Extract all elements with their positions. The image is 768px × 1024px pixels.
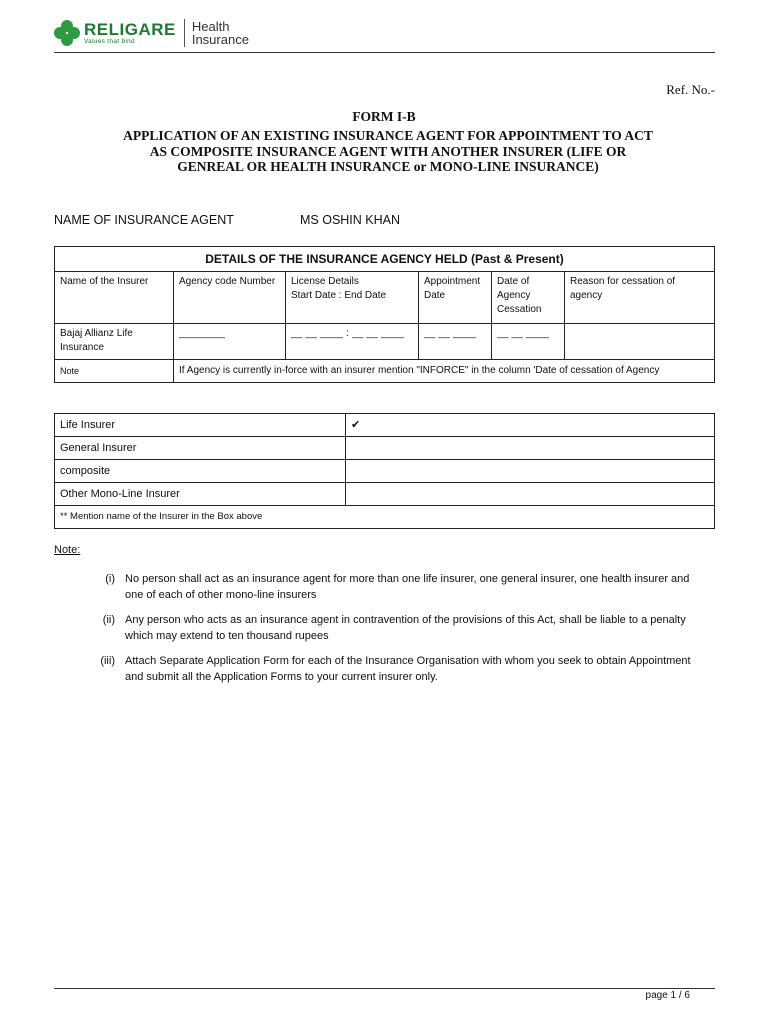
- ref-number: Ref. No.-: [666, 82, 715, 97]
- note-text: Any person who acts as an insurance agent in contravention of the provisions of this Act, shall be liable to a penalty which may extend to ten thousand rupees: [125, 614, 686, 642]
- table-header-row: [55, 272, 715, 324]
- note-label: Note: [55, 360, 174, 383]
- footer-rule: [54, 988, 715, 989]
- agency-table-title: DETAILS OF THE INSURANCE AGENCY HELD (Past & Present): [55, 247, 715, 272]
- cell-appointment-date[interactable]: __ __ ____: [419, 324, 492, 360]
- notes-list: [54, 571, 715, 694]
- cell-cessation-date[interactable]: __ __ ____: [492, 324, 565, 360]
- agent-name-value: MS OSHIN KHAN: [300, 213, 401, 227]
- cell-insurer-name[interactable]: Bajaj Allianz Life Insurance: [55, 324, 174, 360]
- notes-heading: Note:: [54, 544, 81, 556]
- brand-sub-line2: Insurance: [191, 32, 249, 47]
- label-composite: composite: [55, 460, 346, 483]
- cell-license-dates[interactable]: __ __ ____ : __ __ ____: [286, 324, 419, 360]
- checkmark-icon[interactable]: ✔: [346, 414, 715, 437]
- table-row: [55, 437, 715, 460]
- brand-block: [84, 21, 176, 46]
- list-item: [54, 653, 715, 685]
- cell-cessation-reason[interactable]: [565, 324, 715, 360]
- table-footnote-row: [55, 506, 715, 529]
- field-other-mono-line[interactable]: [346, 483, 715, 506]
- header-rule: [54, 52, 715, 53]
- list-item: [54, 571, 715, 603]
- brand-subtitle: [192, 20, 249, 46]
- insurer-footnote: ** Mention name of the Insurer in the Box above: [55, 506, 715, 529]
- label-other-mono-line: Other Mono-Line Insurer: [55, 483, 346, 506]
- table-row: [55, 414, 715, 437]
- cell-agency-code[interactable]: ________: [174, 324, 286, 360]
- note-number: (ii): [102, 614, 115, 626]
- table-note-row: [55, 360, 715, 383]
- agent-name-label: NAME OF INSURANCE AGENT: [54, 213, 234, 227]
- note-text: No person shall act as an insurance agent for more than one life insurer, one general insurer, one health insurer and one of each of other mono-line insurers: [125, 573, 690, 601]
- list-item: [54, 612, 715, 644]
- col-agency-code: Agency code Number: [174, 272, 286, 324]
- field-composite[interactable]: [346, 460, 715, 483]
- note-number: (i): [105, 573, 115, 585]
- col-name-insurer: Name of the Insurer: [55, 272, 174, 324]
- form-heading: APPLICATION OF AN EXISTING INSURANCE AGENT FOR APPOINTMENT TO ACT AS COMPOSITE INSURANCE AGENT WITH ANOTHER INSURER (LIFE OR GENREAL OR HEALTH INSURANCE or MONO-LINE INSURANCE): [123, 128, 653, 174]
- agency-details-table: [54, 246, 715, 383]
- col-appointment-date: [419, 272, 492, 324]
- label-general-insurer: General Insurer: [55, 437, 346, 460]
- col-cess-line2: Agency: [497, 290, 531, 301]
- col-cess-line3: Cessation: [497, 304, 542, 315]
- col-license-line1: License Details: [291, 276, 359, 287]
- brand-name: RELIGARE: [84, 19, 176, 39]
- page-number: page 1 / 6: [645, 990, 690, 1001]
- brand-tagline: Values that bind: [84, 37, 135, 45]
- table-row: [55, 460, 715, 483]
- form-title: FORM I-B: [352, 109, 416, 124]
- brand-divider: [184, 19, 185, 47]
- col-reason-cessation: Reason for cessation of agency: [565, 272, 715, 324]
- table-row: [55, 324, 715, 360]
- brand-sub-line1: Health: [191, 19, 230, 34]
- insurer-type-table: [54, 413, 715, 529]
- religare-logo: [54, 17, 249, 49]
- col-appt-line2: Date: [424, 290, 446, 301]
- label-life-insurer: Life Insurer: [55, 414, 346, 437]
- col-license-line2: Start Date : End Date: [291, 290, 387, 301]
- col-cess-line1: Date of: [497, 276, 530, 287]
- clover-logo-icon: [54, 20, 80, 46]
- note-number: (iii): [100, 655, 115, 667]
- col-license-details: [286, 272, 419, 324]
- field-general-insurer[interactable]: [346, 437, 715, 460]
- note-text: Attach Separate Application Form for each of the Insurance Organisation with whom you seek to obtain Appointment and submit all the Application Forms to your current insurer only.: [125, 655, 691, 683]
- table-row: [55, 483, 715, 506]
- col-appt-line1: Appointment: [424, 276, 481, 287]
- note-text: If Agency is currently in-force with an insurer mention "INFORCE" in the column 'Date of cessation of Agency: [174, 360, 715, 383]
- col-cessation-date: [492, 272, 565, 324]
